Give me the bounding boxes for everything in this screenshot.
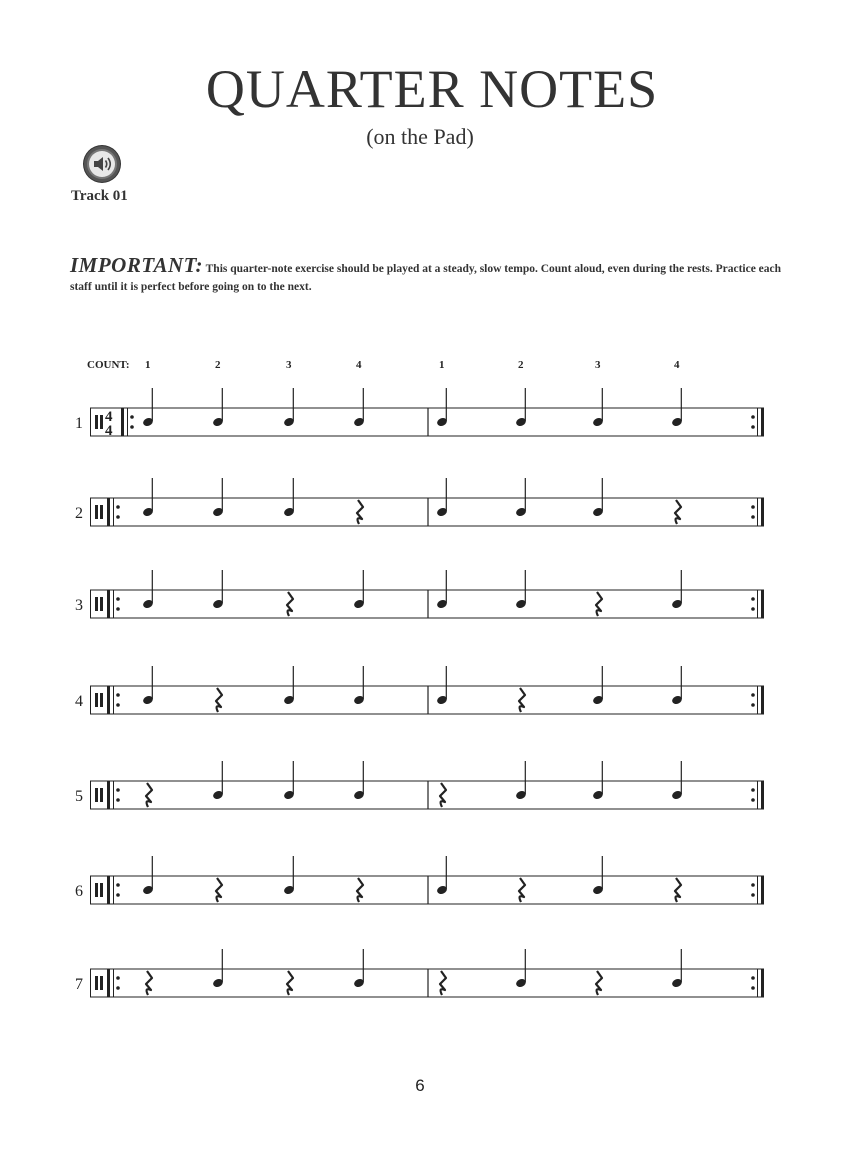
repeat-dot [116,976,120,980]
important-text: This quarter-note exercise should be played at a steady, slow tempo. Count aloud, even during the rests. Practice each staff until it is perfect before going on to the next. [70,263,782,293]
important-lead: IMPORTANT: [70,253,203,277]
time-signature-top: 4 [105,409,113,425]
repeat-dot [116,505,120,509]
quarter-rest [216,688,222,712]
percussion-clef [95,976,98,990]
repeat-end-thick [761,969,764,997]
repeat-dot [751,425,755,429]
percussion-clef [100,976,103,990]
repeat-dot [116,986,120,990]
repeat-dot [751,505,755,509]
percussion-clef [100,788,103,802]
repeat-dot [751,788,755,792]
repeat-start-thick [107,876,110,904]
repeat-dot [751,415,755,419]
count-number: 3 [595,359,601,371]
staff-number: 2 [75,505,83,522]
quarter-rest [357,500,363,524]
percussion-clef [95,788,98,802]
repeat-dot [751,893,755,897]
repeat-dot [751,607,755,611]
repeat-end-thick [761,590,764,618]
repeat-dot [116,893,120,897]
percussion-clef [95,597,98,611]
repeat-dot [116,607,120,611]
repeat-start-thick [107,781,110,809]
repeat-start-thick [121,408,124,436]
staff-number: 1 [75,415,83,432]
repeat-dot [116,597,120,601]
repeat-start-thick [107,969,110,997]
repeat-dot [751,798,755,802]
percussion-clef [95,415,98,429]
quarter-rest [216,878,222,902]
percussion-clef [95,883,98,897]
percussion-clef [100,883,103,897]
percussion-clef [95,693,98,707]
page-subtitle: (on the Pad) [366,124,474,149]
repeat-dot [751,597,755,601]
count-label: COUNT: [87,359,130,371]
repeat-dot [116,693,120,697]
count-number: 4 [356,359,362,371]
quarter-rest [519,878,525,902]
repeat-start-thick [107,686,110,714]
repeat-dot [751,693,755,697]
quarter-rest [596,971,602,995]
count-number: 3 [286,359,292,371]
quarter-rest [596,592,602,616]
repeat-dot [116,798,120,802]
quarter-rest [287,592,293,616]
repeat-dot [751,976,755,980]
percussion-clef [100,505,103,519]
repeat-dot [116,788,120,792]
count-number: 1 [145,359,151,371]
repeat-dot [751,703,755,707]
repeat-dot [116,703,120,707]
repeat-start-thick [107,590,110,618]
count-number: 2 [215,359,221,371]
page-title: QUARTER NOTES [205,59,659,119]
percussion-clef [95,505,98,519]
count-number: 2 [518,359,524,371]
quarter-rest [357,878,363,902]
percussion-clef [100,415,103,429]
quarter-rest [675,500,681,524]
repeat-end-thick [761,408,764,436]
repeat-start-thick [107,498,110,526]
quarter-rest [440,783,446,807]
staff-number: 4 [75,693,83,710]
quarter-rest [440,971,446,995]
repeat-dot [116,883,120,887]
repeat-dot [751,986,755,990]
repeat-dot [116,515,120,519]
repeat-end-thick [761,686,764,714]
repeat-end-thick [761,876,764,904]
page-number: 6 [415,1076,425,1095]
quarter-rest [519,688,525,712]
staff-number: 6 [75,883,83,900]
repeat-end-thick [761,781,764,809]
repeat-dot [130,425,134,429]
repeat-dot [130,415,134,419]
quarter-rest [146,971,152,995]
staff-number: 5 [75,788,83,805]
quarter-rest [675,878,681,902]
staff-number: 3 [75,597,83,614]
repeat-dot [751,883,755,887]
track-label: Track 01 [71,188,128,204]
quarter-rest [287,971,293,995]
percussion-clef [100,597,103,611]
staff-number: 7 [75,976,83,993]
repeat-end-thick [761,498,764,526]
count-number: 4 [674,359,680,371]
quarter-rest [146,783,152,807]
repeat-dot [751,515,755,519]
time-signature-bottom: 4 [105,423,113,439]
count-number: 1 [439,359,445,371]
percussion-clef [100,693,103,707]
